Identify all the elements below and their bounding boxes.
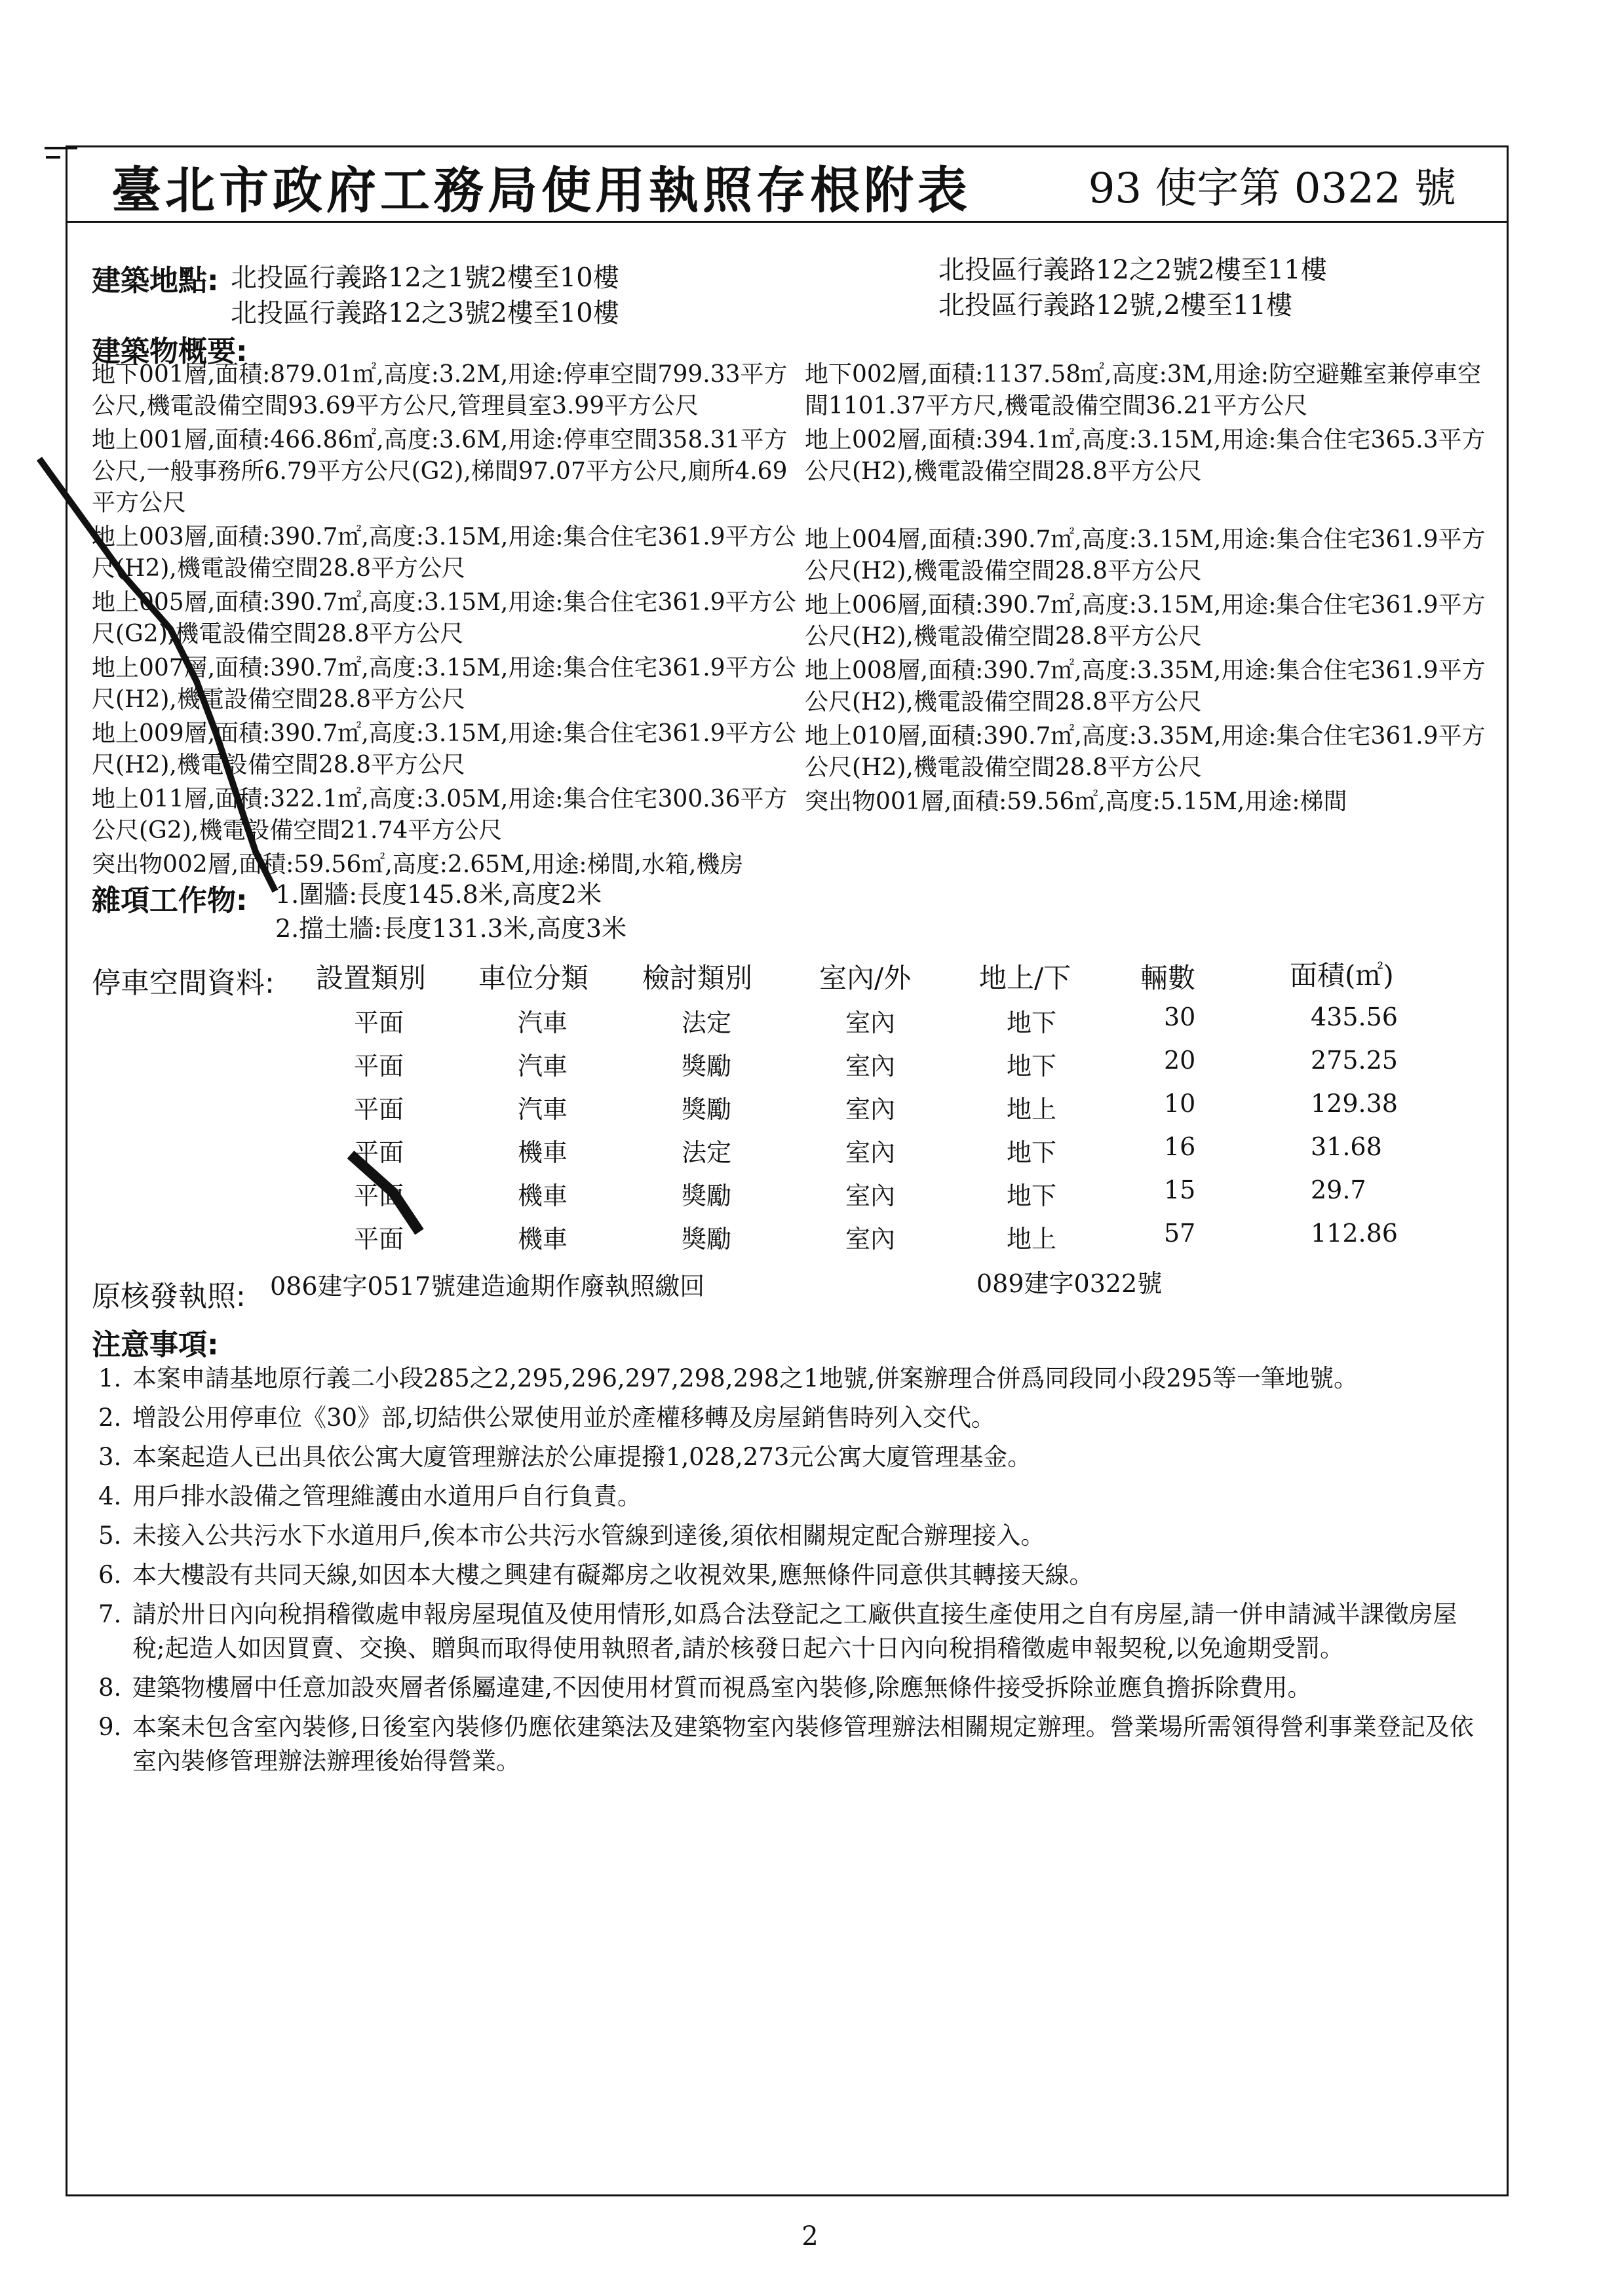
table-cell: 獎勵 (682, 1225, 732, 1253)
table-cell: 平面 (354, 1181, 404, 1210)
table-cell: 機車 (518, 1225, 568, 1253)
floor-entry: 地上006層,面積:390.7㎡,高度:3.15M,用途:集合住宅361.9平方公尺(H2),機電設備空間28.8平方公尺 (805, 592, 1486, 650)
page-number: 2 (801, 2221, 819, 2251)
table-cell: 31.68 (1311, 1132, 1382, 1161)
table-cell: 57 (1164, 1219, 1196, 1248)
misc-item-2: 2.擋土牆:長度131.3米,高度3米 (275, 914, 627, 943)
misc-item-1: 1.圍牆:長度145.8米,高度2米 (275, 880, 602, 909)
list-item: 1. 本案申請基地原行義二小段285之2,295,296,297,298,298之1地號,併案辦理合併爲同段同小段295等一筆地號。 (98, 1364, 1358, 1392)
floor-entry: 地下001層,面積:879.01㎡,高度:3.2M,用途:停車空間799.33平方公尺,機電設備空間93.69平方公尺,管理員室3.99平方公尺 (92, 361, 788, 419)
table-cell: 435.56 (1311, 1003, 1398, 1031)
table-cell: 275.25 (1311, 1046, 1398, 1075)
table-cell: 地下 (1007, 1181, 1057, 1210)
table-cell: 獎勵 (682, 1095, 732, 1124)
list-item: 7. 請於卅日內向稅捐稽徵處申報房屋現值及使用情形,如爲合法登記之工廠供直接生產使用之自有房屋,請一併申請減半課徵房屋稅;起造人如因買賣、交換、贈與而取得使用執照者,請於核發日起六十日內向稅捐稽徵處申報契稅,以免逾期受罰。 (98, 1600, 1457, 1662)
floor-entry: 突出物002層,面積:59.56㎡,高度:2.65M,用途:梯間,水箱,機房 (92, 851, 744, 878)
floor-entry: 地上004層,面積:390.7㎡,高度:3.15M,用途:集合住宅361.9平方公尺(H2),機電設備空間28.8平方公尺 (805, 526, 1486, 584)
table-cell: 室內 (845, 1138, 896, 1167)
list-item: 6. 本大樓設有共同天線,如因本大樓之興建有礙鄰房之收視效果,應無條件同意供其轉接天線。 (98, 1561, 1094, 1589)
site-address-3: 北投區行義路12之3號2樓至10樓 (231, 298, 619, 328)
table-cell: 平面 (354, 1095, 404, 1124)
table-cell: 獎勵 (682, 1052, 732, 1081)
table-cell: 法定 (682, 1138, 732, 1167)
table-cell: 獎勵 (682, 1181, 732, 1210)
list-item: 4. 用戶排水設備之管理維護由水道用戶自行負責。 (98, 1482, 642, 1510)
site-address-2: 北投區行義路12之2號2樓至11樓 (938, 255, 1327, 285)
table-cell: 地下 (1007, 1052, 1057, 1081)
table-cell: 29.7 (1311, 1176, 1366, 1204)
col-header: 車位分類 (478, 962, 589, 994)
table-cell: 平面 (354, 1052, 404, 1081)
col-header: 設置類別 (316, 962, 427, 994)
table-cell: 室內 (845, 1008, 896, 1037)
original-permit-label: 原核發執照: (92, 1280, 246, 1313)
table-cell: 平面 (354, 1225, 404, 1253)
table-cell: 法定 (682, 1008, 732, 1037)
table-cell: 室內 (845, 1225, 896, 1253)
col-header: 面積(㎡) (1290, 959, 1394, 991)
floor-entry: 地上008層,面積:390.7㎡,高度:3.35M,用途:集合住宅361.9平方公尺(H2),機電設備空間28.8平方公尺 (805, 657, 1486, 716)
table-cell: 129.38 (1311, 1089, 1398, 1118)
table-cell: 地下 (1007, 1008, 1057, 1037)
table-cell: 室內 (845, 1095, 896, 1124)
floor-entry: 地下002層,面積:1137.58㎡,高度:3M,用途:防空避難室兼停車空間1101.37平方尺,機電設備空間36.21平方公尺 (805, 361, 1482, 419)
table-cell: 20 (1164, 1046, 1196, 1075)
table-cell: 30 (1164, 1003, 1196, 1031)
list-item: 8. 建築物樓層中任意加設夾層者係屬違建,不因使用材質而視爲室內裝修,除應無條件接受拆除並應負擔拆除費用。 (98, 1674, 1312, 1702)
floor-entry: 地上009層,面積:390.7㎡,高度:3.15M,用途:集合住宅361.9平方公尺(H2),機電設備空間28.8平方公尺 (92, 720, 796, 778)
table-cell: 平面 (354, 1138, 404, 1167)
table-cell: 平面 (354, 1008, 404, 1037)
floor-entry: 地上011層,面積:322.1㎡,高度:3.05M,用途:集合住宅300.36平方公尺(G2),機電設備空間21.74平方公尺 (92, 786, 788, 844)
table-cell: 室內 (845, 1181, 896, 1210)
list-item: 5. 未接入公共污水下水道用戶,俟本市公共污水管線到達後,須依相關規定配合辦理接入。 (98, 1521, 1045, 1550)
list-item: 2. 增設公用停車位《30》部,切結供公眾使用並於產權移轉及房屋銷售時列入交代。 (98, 1404, 995, 1432)
floor-entry: 地上001層,面積:466.86㎡,高度:3.6M,用途:停車空間358.31平方公尺,一般事務所6.79平方公尺(G2),梯間97.07平方公尺,廁所4.69平方公尺 (92, 427, 788, 516)
original-permit-left: 086建字0517號建造逾期作廢執照繳回 (270, 1272, 705, 1301)
table-cell: 10 (1164, 1089, 1196, 1118)
site-address-1: 北投區行義路12之1號2樓至10樓 (231, 263, 619, 293)
table-cell: 汽車 (518, 1095, 568, 1124)
table-cell: 地上 (1007, 1095, 1057, 1124)
table-cell: 地下 (1007, 1138, 1057, 1167)
notes-label: 注意事項: (92, 1328, 219, 1362)
table-cell: 地上 (1007, 1225, 1057, 1253)
building-summary-label: 建築物概要: (92, 335, 248, 368)
table-cell: 汽車 (518, 1052, 568, 1081)
col-header: 地上/下 (979, 962, 1071, 994)
site-address-4: 北投區行義路12號,2樓至11樓 (938, 290, 1292, 320)
table-cell: 112.86 (1311, 1219, 1398, 1248)
table-cell: 16 (1164, 1132, 1196, 1161)
floor-entry: 地上003層,面積:390.7㎡,高度:3.15M,用途:集合住宅361.9平方公尺(H2),機電設備空間28.8平方公尺 (92, 524, 796, 582)
original-permit-right: 089建字0322號 (976, 1269, 1163, 1298)
floor-entry: 地上002層,面積:394.1㎡,高度:3.15M,用途:集合住宅365.3平方公尺(H2),機電設備空間28.8平方公尺 (805, 427, 1486, 485)
col-header: 輛數 (1140, 962, 1196, 994)
list-item: 9. 本案未包含室內裝修,日後室內裝修仍應依建築法及建築物室內裝修管理辦法相關規定辦理。營業場所需領得營利事業登記及依室內裝修管理辦法辦理後始得營業。 (98, 1713, 1474, 1775)
floor-entry: 地上005層,面積:390.7㎡,高度:3.15M,用途:集合住宅361.9平方公尺(G2),機電設備空間28.8平方公尺 (92, 589, 796, 647)
parking-label: 停車空間資料: (92, 966, 275, 1000)
table-cell: 汽車 (518, 1008, 568, 1037)
list-item: 3. 本案起造人已出具依公寓大廈管理辦法於公庫提撥1,028,273元公寓大廈管理基金。 (98, 1443, 1032, 1471)
floor-entry: 地上010層,面積:390.7㎡,高度:3.35M,用途:集合住宅361.9平方公尺(H2),機電設備空間28.8平方公尺 (805, 723, 1486, 781)
floor-entry: 突出物001層,面積:59.56㎡,高度:5.15M,用途:梯間 (805, 788, 1347, 815)
col-header: 檢討類別 (642, 962, 753, 994)
permit-number: 93 使字第 0322 號 (1088, 164, 1456, 213)
table-cell: 機車 (518, 1181, 568, 1210)
misc-works-label: 雜項工作物: (92, 884, 248, 917)
col-header: 室內/外 (819, 962, 912, 994)
site-label: 建築地點: (92, 264, 219, 297)
table-cell: 15 (1164, 1176, 1196, 1204)
table-cell: 室內 (845, 1052, 896, 1081)
floor-entry: 地上007層,面積:390.7㎡,高度:3.15M,用途:集合住宅361.9平方公尺(H2),機電設備空間28.8平方公尺 (92, 655, 796, 713)
table-cell: 機車 (518, 1138, 568, 1167)
document-title: 臺北市政府工務局使用執照存根附表 (111, 161, 971, 220)
